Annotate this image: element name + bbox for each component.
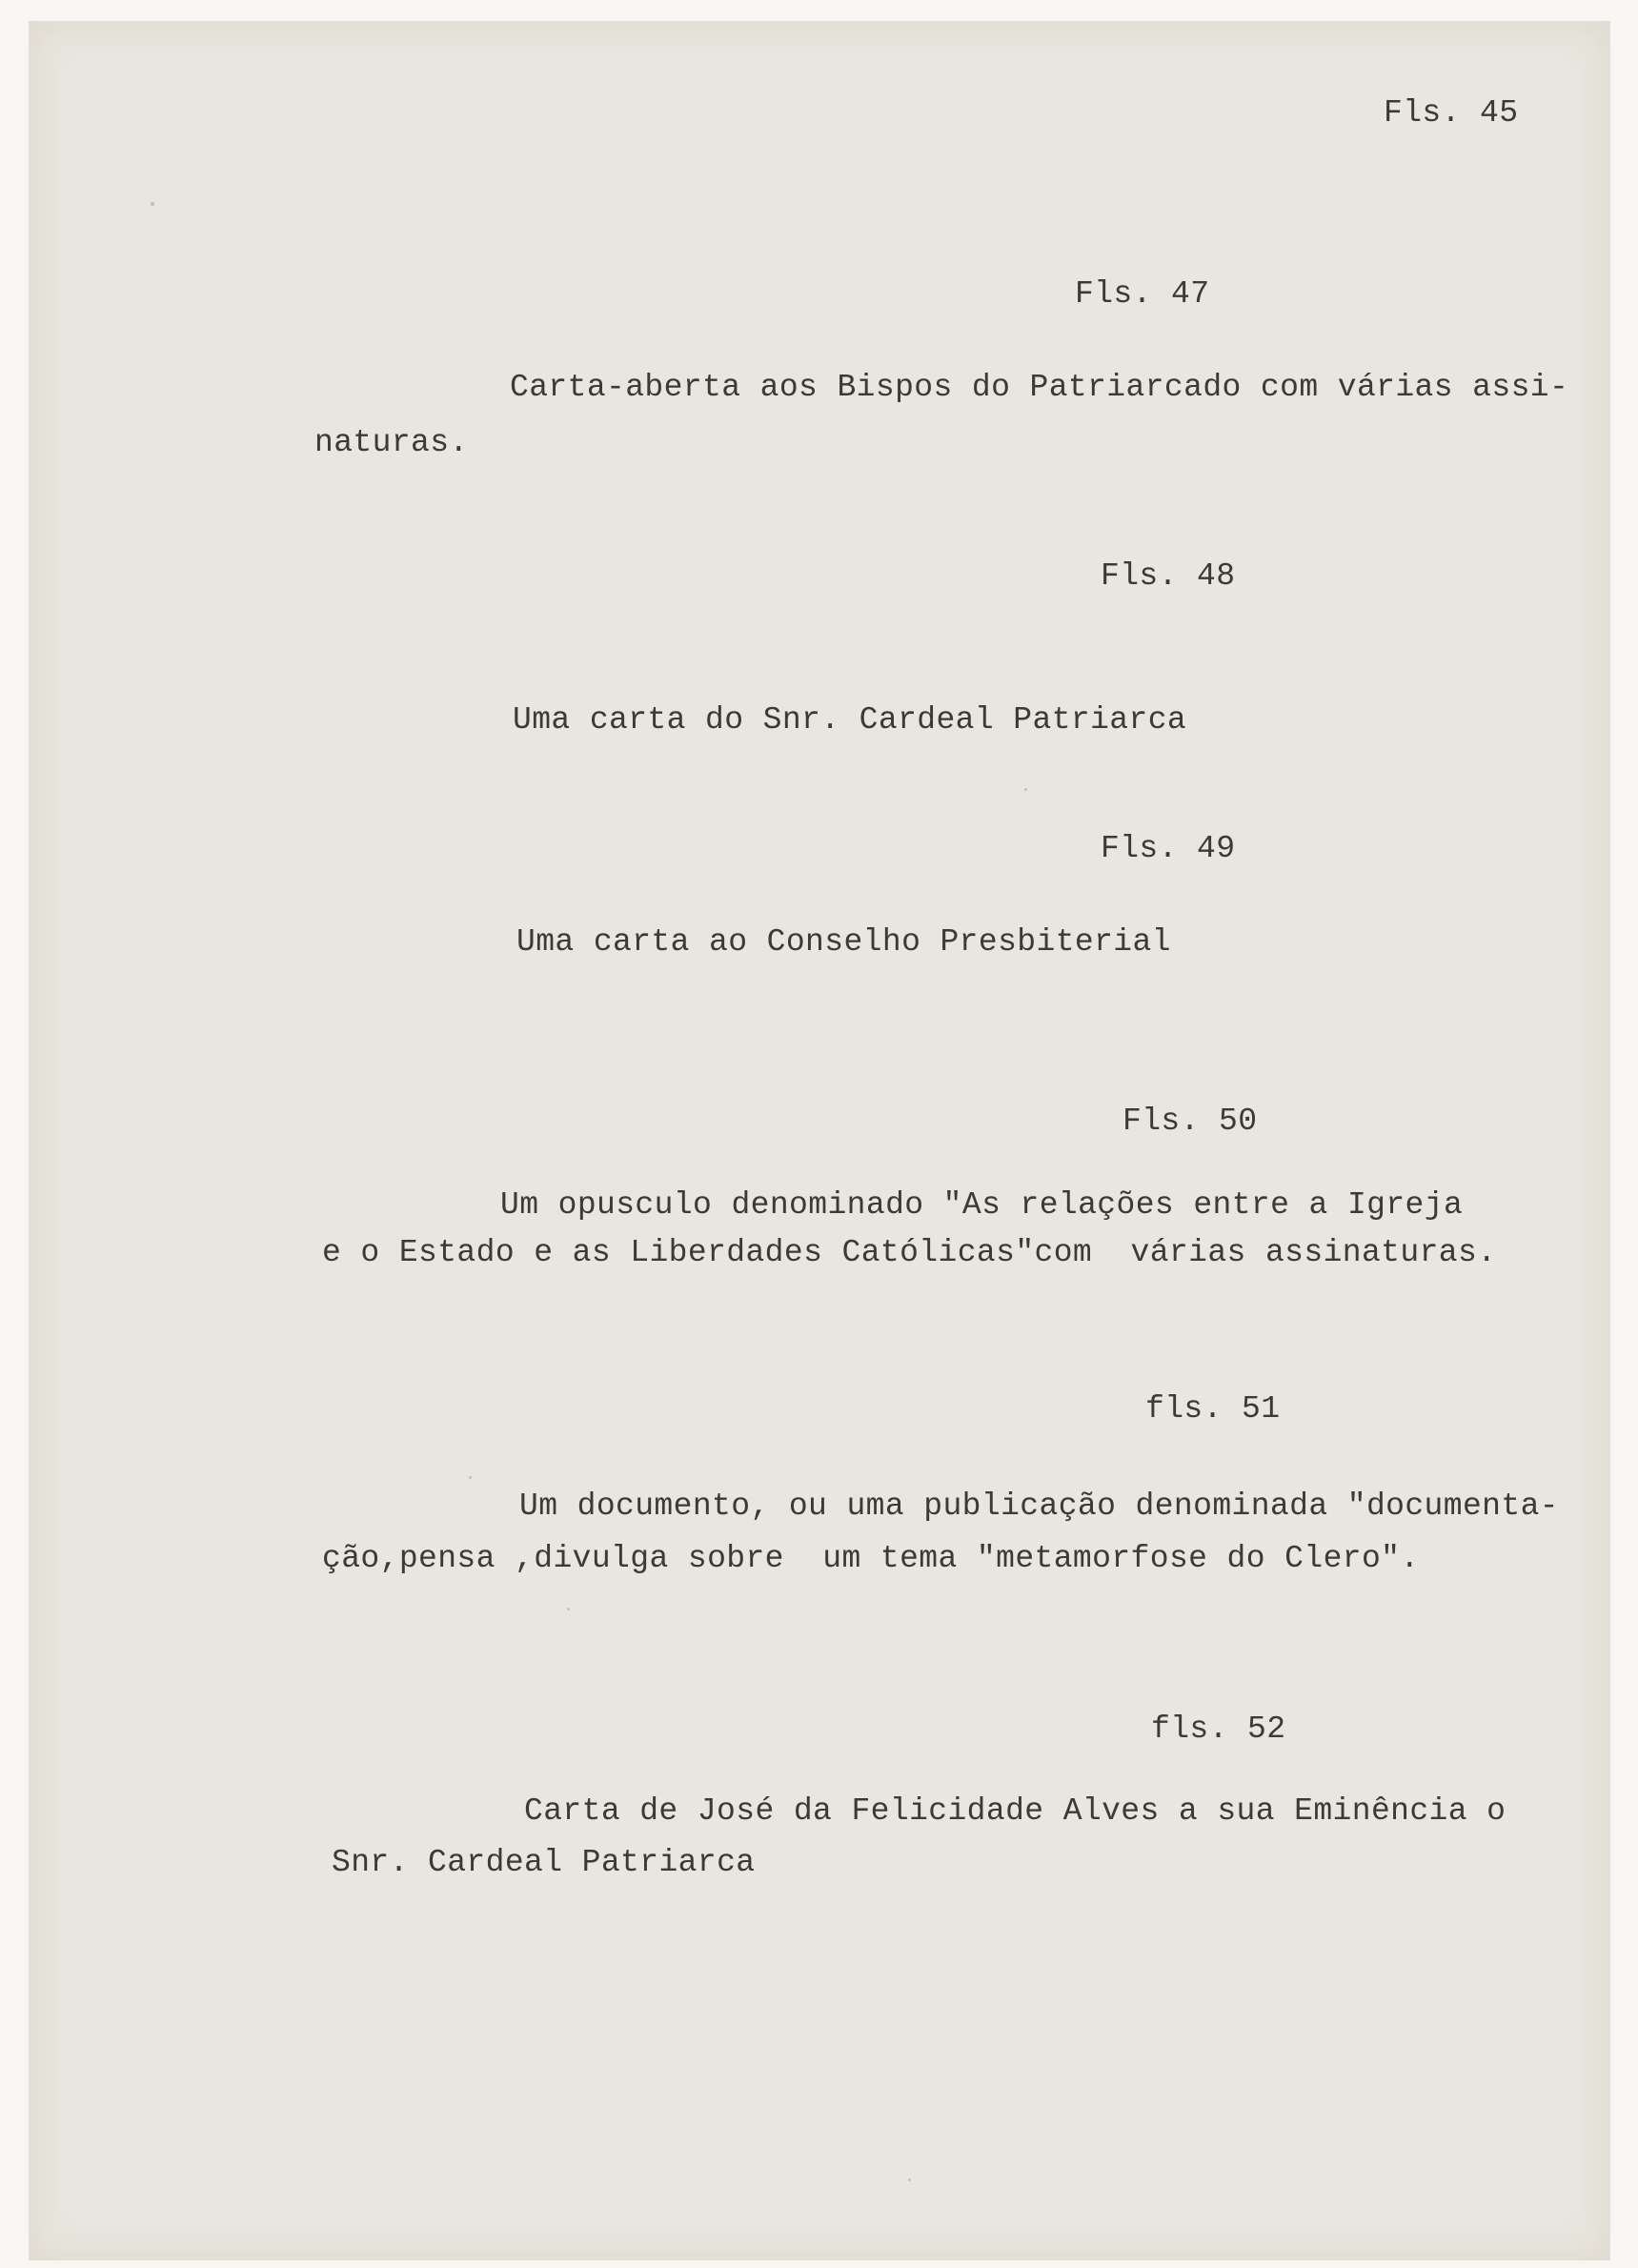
paper-speck [469, 1476, 472, 1479]
entry-text-line: Uma carta ao Conselho Presbiterial [516, 924, 1171, 960]
folio-reference: fls. 51 [1145, 1391, 1281, 1427]
entry-text-line: ção,pensa ,divulga sobre um tema "metamorfose do Clero". [322, 1541, 1420, 1576]
entry-text-line: Um opusculo denominado "As relações entre a Igreja [500, 1187, 1464, 1223]
paper-speck [151, 202, 154, 206]
entry-text-line: Uma carta do Snr. Cardeal Patriarca [513, 702, 1187, 738]
entry-text-line: e o Estado e as Liberdades Católicas"com várias assinaturas. [322, 1235, 1497, 1270]
folio-reference: Fls. 49 [1101, 831, 1236, 866]
folio-reference: fls. 52 [1151, 1711, 1286, 1747]
folio-reference: Fls. 48 [1101, 558, 1236, 594]
entry-text-line: Snr. Cardeal Patriarca [332, 1845, 756, 1880]
entry-text-line: Carta de José da Felicidade Alves a sua Eminência o [524, 1793, 1507, 1829]
entry-text-line: Um documento, ou uma publicação denominada "documenta- [519, 1488, 1559, 1524]
folio-reference: Fls. 47 [1075, 276, 1210, 312]
paper-speck [567, 1608, 570, 1610]
folio-reference: Fls. 50 [1122, 1104, 1258, 1139]
typed-page [29, 21, 1610, 2260]
entry-text-line: naturas. [314, 425, 469, 460]
page-number: Fls. 45 [1384, 95, 1519, 131]
paper-speck [908, 2178, 911, 2181]
entry-text-line: Carta-aberta aos Bispos do Patriarcado com várias assi- [510, 370, 1569, 405]
paper-speck [1024, 788, 1027, 791]
